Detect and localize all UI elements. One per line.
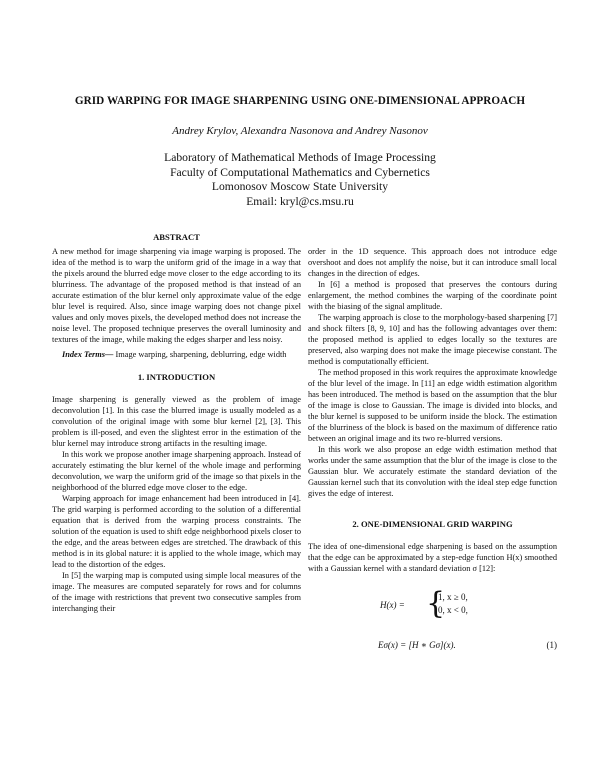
intro-paragraph: In this work we propose another image sharpening approach. Instead of accurately estimating the blur kernel of the whole image and performing deconvolution, we warp the uniform grid of the image so that pixels in the neighborhood of the blurred edge move closer to the edge. — [52, 450, 301, 492]
affiliation-line: Laboratory of Mathematical Methods of Image Processing — [164, 151, 436, 164]
equation-number: (1) — [546, 640, 557, 650]
equation-step-function — [308, 586, 557, 622]
right-column — [308, 246, 557, 654]
equation-expression: Eσ(x) = [H ∗ Gσ](x). — [378, 640, 456, 650]
section2-text: The idea of one-dimensional edge sharpening is based on the assumption that the edge can be approximated by a step-edge function H(x) smoothed with a Gaussian kernel with a standard deviation σ [12]: — [308, 542, 557, 573]
intro-paragraph: In [5] the warping map is computed using simple local measures of the image. The measures are computed separately for rows and for columns of the image with restrictions that prevent two consecutive samples from interchanging their — [52, 571, 301, 613]
brace-symbol: { — [426, 586, 446, 621]
equation-case: 1, x ≥ 0, — [438, 592, 468, 602]
intro-paragraph: order in the 1D sequence. This approach does not introduce edge overshoot and does not amplify the noise, but it can introduce small local changes in the direction of edges. — [308, 247, 557, 278]
intro-paragraph: Image sharpening is generally viewed as the problem of image deconvolution [1]. In this case the blurred image is usually modeled as a convolution of the original image with some blur kernel [2], [3]. This problem is ill-posed, and even the slightest error in the estimation of the blur kernel may introduce strong artifacts in the resulting image. — [52, 395, 301, 448]
intro-paragraph: In this work we also propose an edge width estimation method that works under the same assumption that the blur of the image is close to the Gaussian blur. We accurately estimate the standard deviation of the Gaussian kernel such that its convolution with the ideal step edge function gives the edge of interest. — [308, 445, 557, 498]
introduction-heading: 1. INTRODUCTION — [137, 372, 216, 382]
equation-lhs: H(x) = — [380, 600, 405, 610]
intro-paragraph: The warping approach is close to the morphology-based sharpening [7] and shock filters [8, 9, 10] and has the following advantages over them: the proposed method is applied to edges locally so the textures are preserved, also warping does not make the image piecewise constant. The method is computationally efficient. — [308, 313, 557, 366]
abstract-heading: ABSTRACT — [153, 232, 200, 242]
affiliation — [0, 151, 600, 209]
index-terms-text: Image warping, sharpening, deblurring, edge width — [113, 350, 287, 359]
index-terms — [52, 349, 301, 360]
paper-title: GRID WARPING FOR IMAGE SHARPENING USING ONE-DIMENSIONAL APPROACH — [74, 95, 526, 107]
intro-paragraph: In [6] a method is proposed that preserves the contours during enlargement, the method combines the warping of the coordinate point with the biasing of the signal amplitude. — [308, 280, 557, 311]
left-column — [52, 232, 301, 614]
index-terms-label: Index Terms— — [62, 350, 114, 359]
intro-paragraph: The method proposed in this work requires the approximate knowledge of the blur level of the image. In [11] an edge width estimation algorithm has been introduced. The method is based on the assumption that the blur of the image is close to Gaussian. The image is divided into blocks, and the blur kernel is supposed to be uniform inside the block. The estimation of the blurriness of the block is based on the maximum of difference ratio between an original image and its two re-blurred versions. — [308, 368, 557, 443]
abstract-text: A new method for image sharpening via image warping is proposed. The idea of the method is to warp the uniform grid of the image in a way that the pixels around the blurred edge move closer to the edge according to its blurriness. The advantage of the proposed method is that instead of an accurate estimation of the blur kernel only approximate value of the edge blur level is required. Also, since image warping does not change pixel values and only moves pixels, the developed method does not increase the noise level. The proposed technique preserves the overall luminosity and textures of the image, while making the edges sharper and less noisy. — [52, 247, 301, 344]
affiliation-line: Faculty of Computational Mathematics and Cybernetics — [170, 165, 430, 179]
equation-case: 0, x < 0, — [438, 605, 468, 615]
email-line: Email: kryl@cs.msu.ru — [246, 194, 354, 208]
authors: Andrey Krylov, Alexandra Nasonova and Andrey Nasonov — [172, 125, 428, 137]
section2-heading: 2. ONE-DIMENSIONAL GRID WARPING — [352, 519, 513, 529]
equation-1 — [308, 640, 557, 654]
intro-paragraph: Warping approach for image enhancement had been introduced in [4]. The grid warping is performed according to the solution of a differential equation that is derived from the warping process constraints. The solution of the equation is used to shift edge neighborhood pixels closer to the edge, and the areas between edges are stretched. The drawback of this method is in its global nature: it is applied to the whole image, which may lead to the distortion of the edges. — [52, 494, 301, 569]
affiliation-line: Lomonosov Moscow State University — [211, 180, 389, 194]
